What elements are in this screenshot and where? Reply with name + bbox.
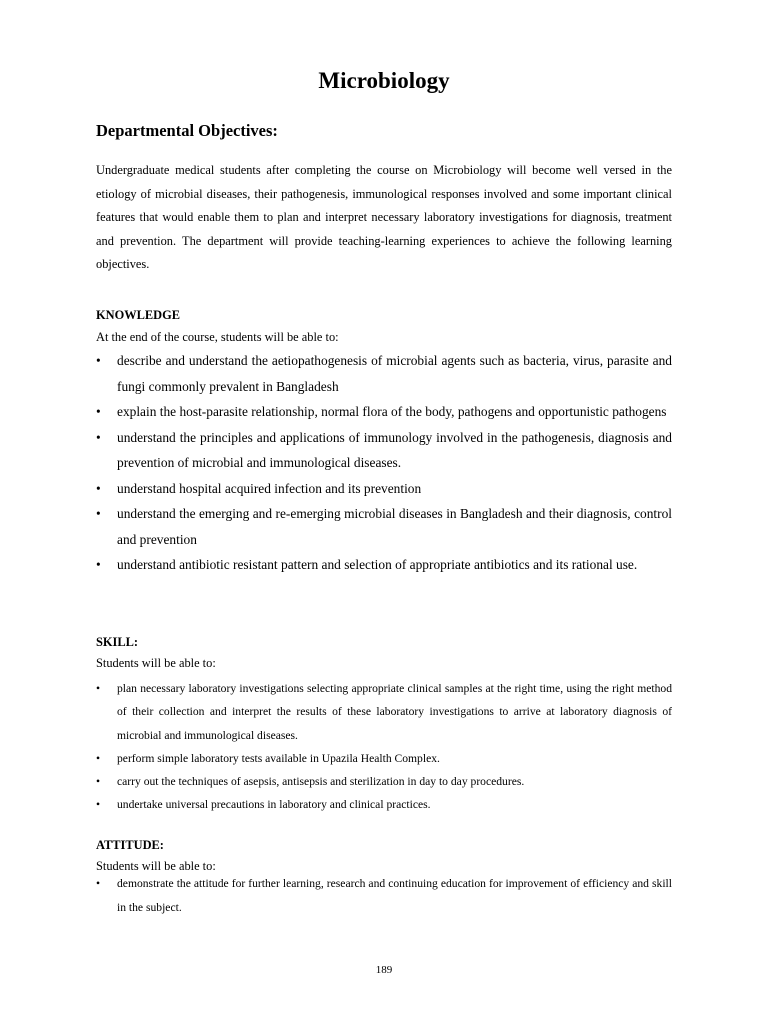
bullet-icon: • [96,682,101,695]
bullet-icon: • [96,751,101,765]
list-item: • perform simple laboratory tests available in Upazila Health Complex. [96,747,672,770]
knowledge-heading: KNOWLEDGE [96,308,180,322]
list-item: • carry out the techniques of asepsis, antisepsis and sterilization in day to day procedures. [96,770,672,793]
skill-list [96,677,672,817]
attitude-heading: ATTITUDE: [96,838,164,852]
page-number: 189 [375,964,393,976]
departmental-objectives-heading: Departmental Objectives: [96,121,278,140]
bullet-icon: • [96,404,101,419]
list-item: • understand the emerging and re-emerging microbial diseases in Bangladesh and their diagnosis, control and prevention [96,501,672,552]
bullet-icon: • [96,506,101,521]
knowledge-lead: At the end of the course, students will be able to: [96,330,339,344]
knowledge-list [96,348,672,578]
bullet-icon: • [96,775,101,789]
bullet-icon: • [96,429,101,445]
skill-heading: SKILL: [96,635,139,649]
list-item: • understand hospital acquired infection and its prevention [96,476,672,502]
bullet-icon: • [96,798,101,812]
bullet-icon: • [96,877,101,890]
list-item: • plan necessary laboratory investigations selecting appropriate clinical samples at the right time, using the right method of their collection and interpret the results of these laboratory investigations to arrive at laboratory diagnosis of microbial and immunological diseases. [96,677,672,747]
page-title: Microbiology [318,68,450,93]
bullet-icon: • [96,480,101,496]
bullet-icon: • [96,557,101,572]
list-item: • understand the principles and applications of immunology involved in the pathogenesis, diagnosis and prevention of microbial and immunological diseases. [96,425,672,476]
list-item: • explain the host-parasite relationship, normal flora of the body, pathogens and opportunistic pathogens [96,399,672,425]
intro-paragraph: Undergraduate medical students after completing the course on Microbiology will become well versed in the etiology of microbial diseases, their pathogenesis, immunological responses involved and some important clinical features that would enable them to plan and interpret necessary laboratory investigations for diagnosis, treatment and prevention. The department will provide teaching-learning experiences to achieve the following learning objectives. [96,163,672,271]
list-item: • demonstrate the attitude for further learning, research and continuing education for improvement of efficiency and skill in the subject. [96,872,672,920]
skill-lead: Students will be able to: [96,656,216,670]
attitude-lead: Students will be able to: [96,859,216,873]
bullet-icon: • [96,353,101,368]
list-item: • understand antibiotic resistant pattern and selection of appropriate antibiotics and its rational use. [96,552,672,578]
list-item: • describe and understand the aetiopathogenesis of microbial agents such as bacteria, virus, parasite and fungi commonly prevalent in Bangladesh [96,348,672,399]
list-item: • undertake universal precautions in laboratory and clinical practices. [96,793,672,816]
attitude-list [96,872,672,920]
